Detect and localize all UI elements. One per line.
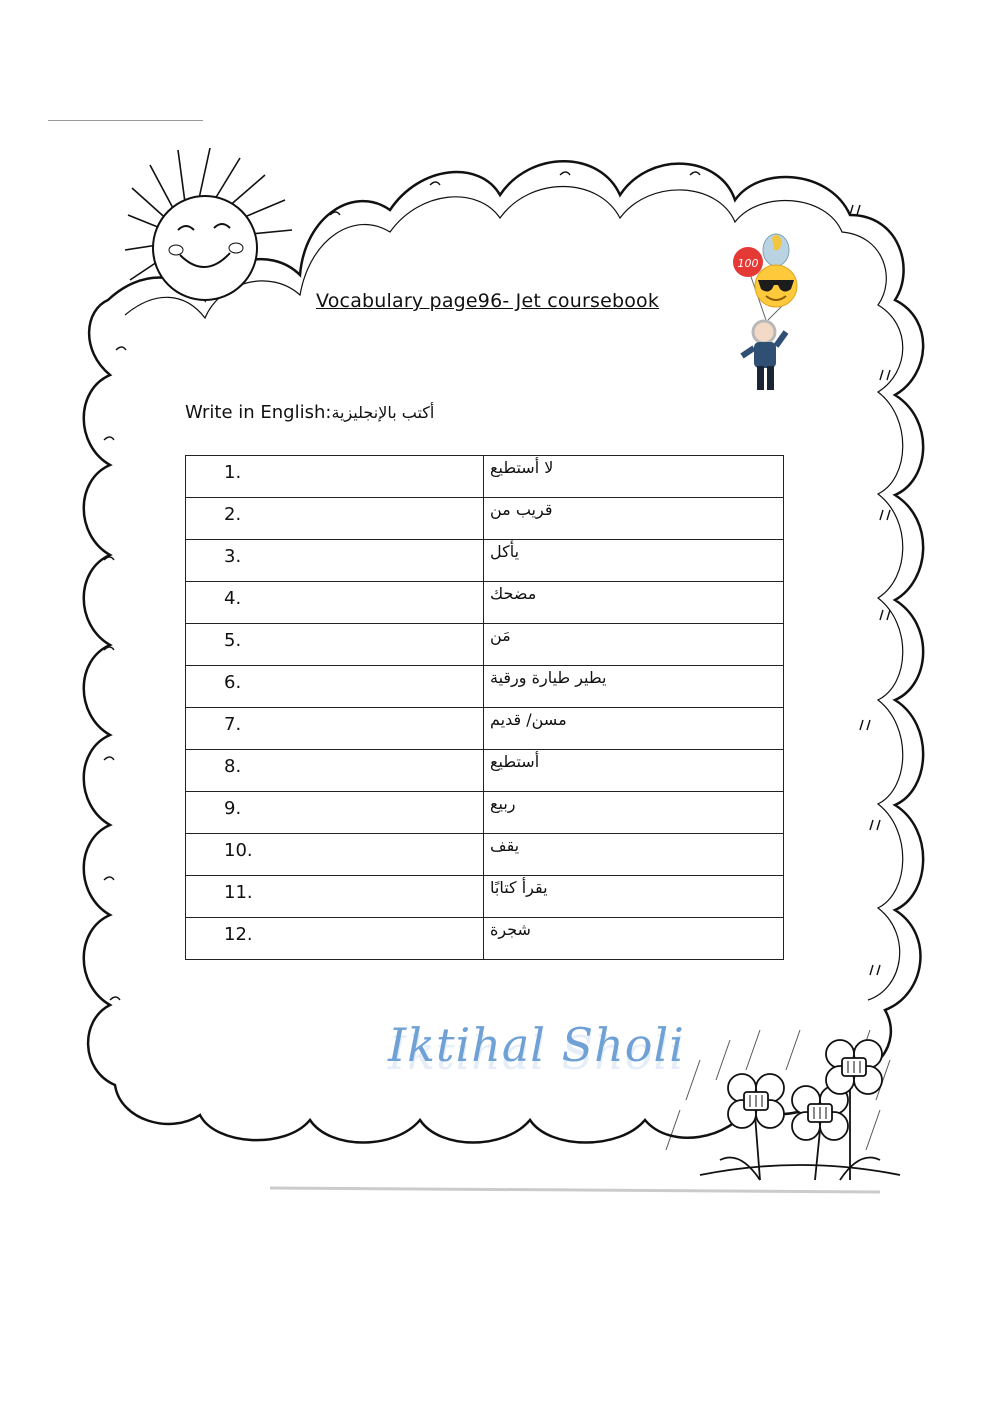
table-row [186, 876, 784, 918]
instruction [185, 402, 434, 423]
row-number: 10. [186, 834, 484, 876]
arabic-word: يطير طيارة ورقية [490, 668, 607, 687]
arabic-word: شجرة [490, 920, 531, 939]
arabic-word: يقف [490, 836, 520, 855]
table-row [186, 792, 784, 834]
table-row [186, 918, 784, 960]
row-number: 8. [186, 750, 484, 792]
arabic-word: لا أستطيع [490, 458, 554, 477]
row-number: 12. [186, 918, 484, 960]
arabic-word-cell [484, 624, 784, 666]
arabic-word: أستطيع [490, 752, 540, 771]
table-row [186, 582, 784, 624]
arabic-word: مَن [490, 626, 511, 645]
arabic-word-cell [484, 708, 784, 750]
arabic-word: مسن/ قديم [490, 710, 567, 729]
row-number: 3. [186, 540, 484, 582]
arabic-word: مضحك [490, 584, 537, 603]
worksheet-title: Vocabulary page96- Jet coursebook [316, 290, 660, 312]
row-number: 2. [186, 498, 484, 540]
table-row [186, 834, 784, 876]
sticker-badge: 100 [737, 257, 759, 270]
arabic-word-cell [484, 582, 784, 624]
arabic-word-cell [484, 792, 784, 834]
row-number: 5. [186, 624, 484, 666]
table-row [186, 456, 784, 498]
arabic-word-cell [484, 456, 784, 498]
balloon-avatar-icon [728, 228, 808, 396]
row-number: 9. [186, 792, 484, 834]
signature: Iktihal Sholi [388, 1018, 685, 1072]
instruction-arabic: أكتب بالإنجليزية [331, 403, 435, 422]
table-row [186, 624, 784, 666]
table-row [186, 666, 784, 708]
instruction-english: Write in English: [185, 402, 332, 423]
vocabulary-table [185, 455, 784, 960]
table-row [186, 498, 784, 540]
arabic-word-cell [484, 540, 784, 582]
row-number: 4. [186, 582, 484, 624]
table-row [186, 750, 784, 792]
arabic-word-cell [484, 918, 784, 960]
table-row [186, 540, 784, 582]
row-number: 6. [186, 666, 484, 708]
row-number: 7. [186, 708, 484, 750]
arabic-word-cell [484, 834, 784, 876]
arabic-word-cell [484, 666, 784, 708]
arabic-word: ربيع [490, 794, 516, 813]
row-number: 1. [186, 456, 484, 498]
table-row [186, 708, 784, 750]
arabic-word: يقرأ كتابًا [490, 878, 548, 897]
arabic-word-cell [484, 498, 784, 540]
row-number: 11. [186, 876, 484, 918]
arabic-word: قريب من [490, 500, 553, 519]
arabic-word: يأكل [490, 542, 520, 561]
arabic-word-cell [484, 876, 784, 918]
arabic-word-cell [484, 750, 784, 792]
